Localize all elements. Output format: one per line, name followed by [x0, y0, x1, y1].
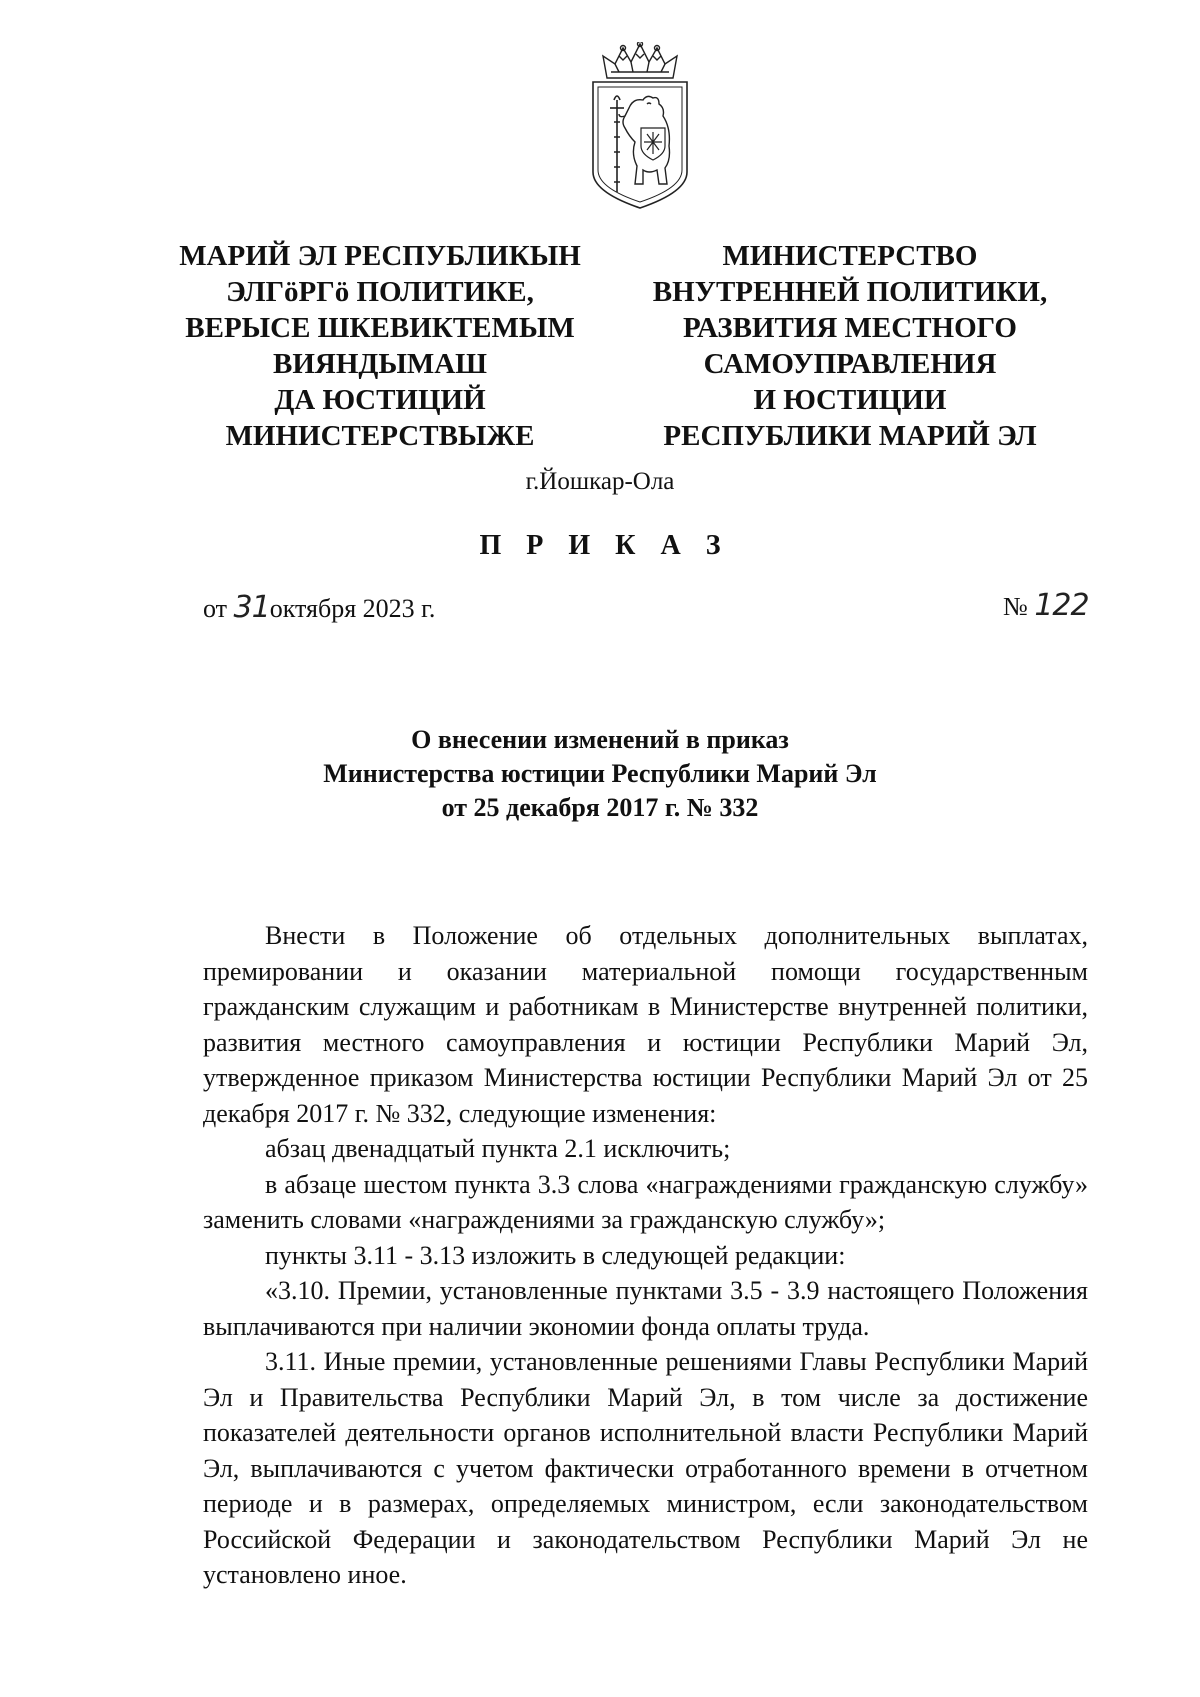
date-rest: октября 2023 г. [269, 594, 436, 623]
handwritten-number: 122 [1034, 588, 1089, 623]
city-name: г.Йошкар-Ола [525, 468, 675, 495]
body-paragraph: 3.11. Иные премии, установленные решениями Главы Республики Марий Эл и Правительства Республики Марий Эл, в том числе за достижение показателей деятельности органов исполнительной власти Республики Марий Эл, выплачиваются с учетом фактически отработанного времени в отчетном периоде и в размерах, определяемых министром, если законодательством Российской Федерации и законодательством Республики Марий Эл не установлено иное. [203, 1347, 1088, 1589]
subject-line: О внесении изменений в приказ [411, 725, 789, 754]
header-left-marii [160, 238, 600, 454]
header-left-line: ЭЛГӧРГӧ ПОЛИТИКЕ, [226, 276, 534, 308]
body-paragraph: «3.10. Премии, установленные пунктами 3.5 - 3.9 настоящего Положения выплачиваются при наличии экономии фонда оплаты труда. [203, 1276, 1088, 1341]
header-right-line: САМОУПРАВЛЕНИЯ [703, 348, 997, 380]
date-prefix: от [203, 594, 228, 623]
header-right-line: ВНУТРЕННЕЙ ПОЛИТИКИ, [652, 276, 1048, 308]
body-paragraph: Внести в Положение об отдельных дополнительных выплатах, премировании и оказании материальной помощи государственным гражданским служащим и работникам в Министерстве внутренней политики, развития местного самоуправления и юстиции Республики Марий Эл, утвержденное приказом Министерства юстиции Республики Марий Эл от 25 декабря 2017 г. № 332, следующие изменения: [203, 921, 1088, 1128]
body-paragraph: в абзаце шестом пункта 3.3 слова «награждениями гражданскую службу» заменить словами «награждениями за гражданскую службу»; [203, 1169, 1088, 1234]
header-left-line: МАРИЙ ЭЛ РЕСПУБЛИКЫН [179, 240, 581, 272]
header-right-line: РАЗВИТИЯ МЕСТНОГО [683, 312, 1017, 344]
body-paragraph: пункты 3.11 - 3.13 изложить в следующей редакции: [265, 1240, 846, 1270]
header-right-line: И ЮСТИЦИИ [753, 384, 947, 416]
number-prefix: № [1003, 592, 1028, 621]
subject-line: от 25 декабря 2017 г. № 332 [441, 793, 759, 822]
header-right-russian [640, 238, 1060, 454]
header-right-line: МИНИСТЕРСТВО [722, 240, 978, 272]
header-left-line: ДА ЮСТИЦИЙ [274, 384, 486, 416]
coat-of-arms-icon [585, 42, 695, 212]
order-subject [0, 723, 1200, 825]
order-date [203, 590, 435, 625]
order-body [203, 918, 1088, 1593]
handwritten-day: 31 [233, 590, 270, 625]
header-left-line: ВЕРЫСЕ ШКЕВИКТЕМЫМ [185, 312, 575, 344]
subject-line: Министерства юстиции Республики Марий Эл [323, 759, 877, 788]
order-title: П Р И К А З [479, 530, 730, 561]
header-left-line: ВИЯНДЫМАШ [273, 348, 487, 380]
header-right-line: РЕСПУБЛИКИ МАРИЙ ЭЛ [663, 420, 1037, 452]
body-paragraph: абзац двенадцатый пункта 2.1 исключить; [265, 1134, 731, 1163]
header-left-line: МИНИСТЕРСТВЫЖЕ [225, 420, 535, 452]
order-number [1003, 588, 1089, 623]
